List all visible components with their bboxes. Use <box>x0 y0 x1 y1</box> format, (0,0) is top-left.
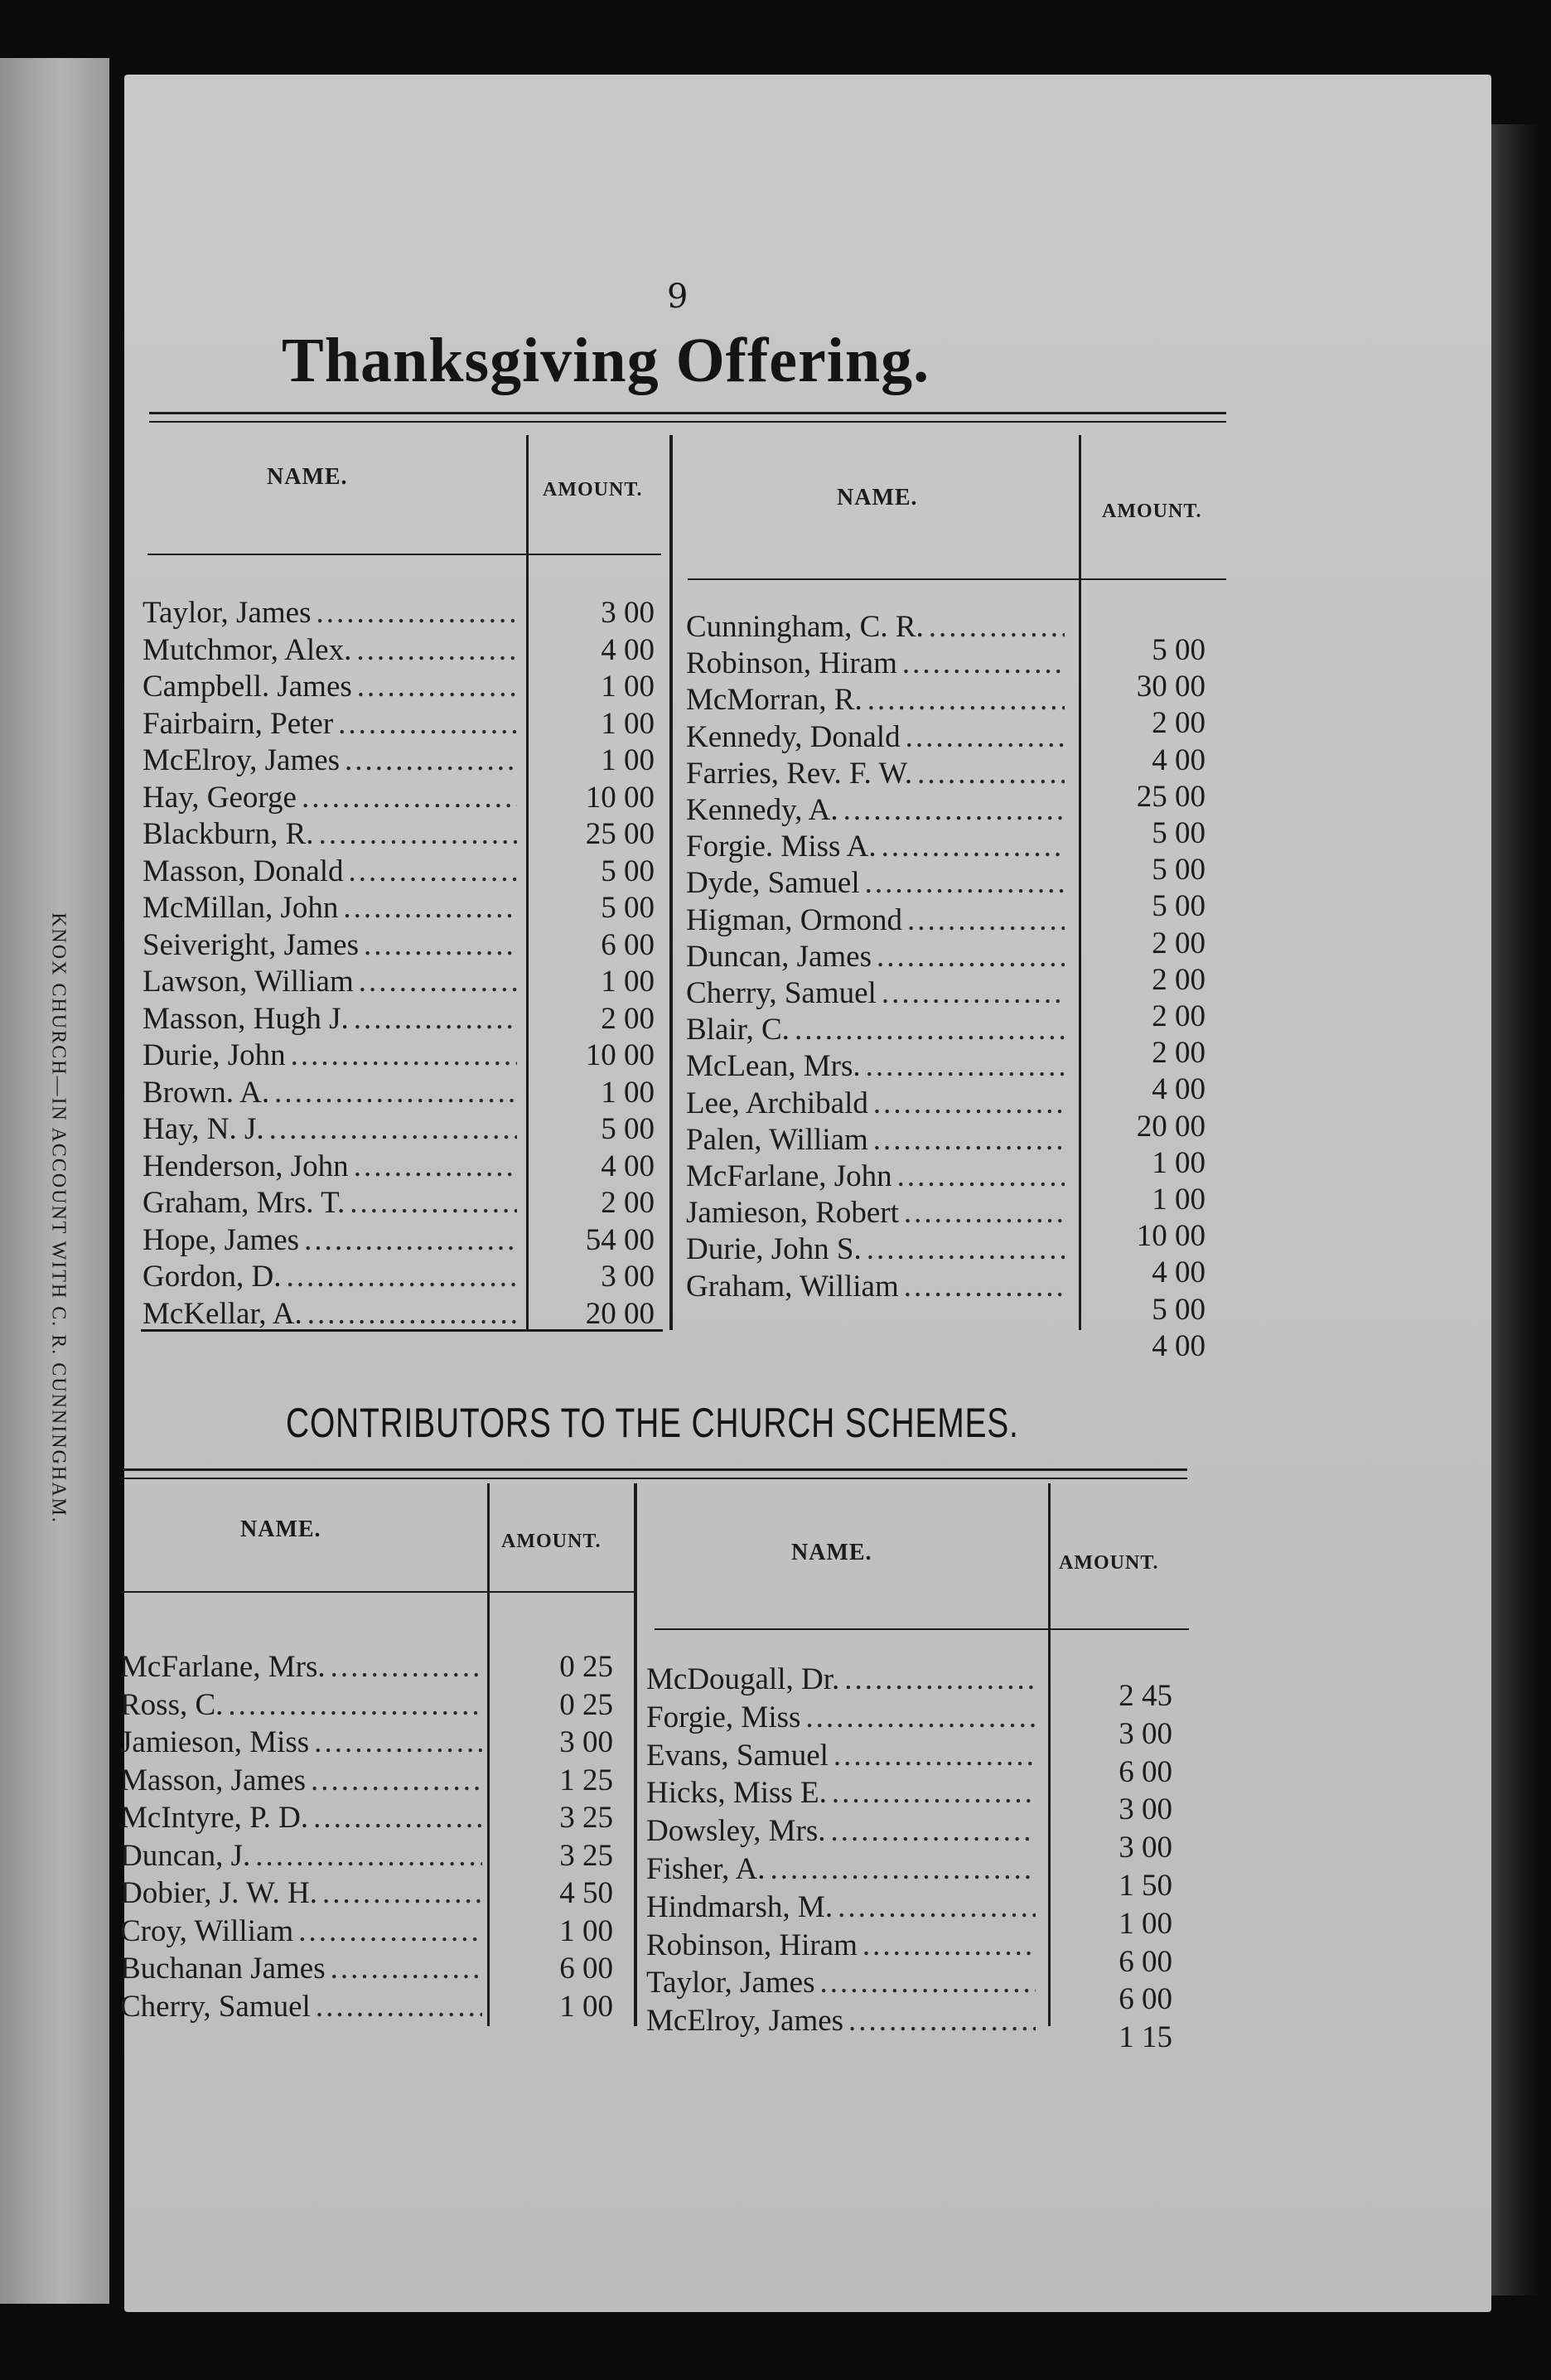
amount-header: AMOUNT. <box>543 479 643 501</box>
contribution-amount: 0 25 <box>559 1650 613 1684</box>
contribution-amount: 5 00 <box>1152 1292 1206 1327</box>
contributor-name <box>646 1928 1042 1963</box>
dot-leader <box>302 780 517 815</box>
contributor-name <box>120 1875 489 1911</box>
contributor-name <box>143 890 524 926</box>
amount-header: AMOUNT. <box>1102 501 1202 522</box>
dot-leader <box>873 1086 1065 1121</box>
contributor-name-text: Robinson, Hiram <box>646 1928 858 1962</box>
contribution-amount: 6 00 <box>1119 1754 1172 1789</box>
contribution-amount: 20 00 <box>585 1296 655 1331</box>
contribution-amount: 1 00 <box>1152 1145 1206 1180</box>
contributor-name <box>686 792 1071 828</box>
contribution-amount: 10 00 <box>585 780 655 815</box>
contribution-amount: 3 00 <box>1119 1792 1172 1827</box>
contributor-name-text: Henderson, John <box>143 1149 349 1183</box>
contributor-name <box>120 1725 489 1760</box>
dot-leader <box>307 1296 517 1332</box>
contributor-name-text: Dowsley, Mrs. <box>646 1814 826 1849</box>
schemes-name-header: NAME. <box>791 1540 872 1565</box>
dot-leader <box>902 646 1065 681</box>
schemes-top-rule-thin <box>123 1478 1187 1479</box>
contribution-amount: 1 00 <box>601 706 655 741</box>
contribution-amount: 2 00 <box>601 1001 655 1036</box>
contributor-name <box>143 780 524 815</box>
schemes-top-rule <box>123 1468 1187 1471</box>
dot-leader <box>877 939 1065 975</box>
contributor-name <box>646 1662 1042 1697</box>
book-cover-edge <box>1491 124 1541 2295</box>
contributor-name <box>143 1111 524 1147</box>
dot-leader <box>867 682 1065 718</box>
dot-leader <box>354 1001 517 1037</box>
dot-leader <box>862 1928 1036 1963</box>
contributor-name-text: Farries, Rev. F. W. <box>686 756 913 791</box>
contribution-amount: 5 00 <box>1152 889 1206 924</box>
contribution-amount: 54 00 <box>585 1222 655 1257</box>
contributor-name <box>143 1038 524 1073</box>
contributor-name-text: Gordon, D. <box>143 1260 282 1294</box>
contribution-amount: 1 00 <box>601 670 655 704</box>
contributor-name <box>143 743 524 778</box>
schemes-name-header: NAME. <box>240 1517 321 1542</box>
contributor-name <box>646 1851 1042 1887</box>
contributor-name-text: Kennedy, Donald <box>686 719 901 754</box>
contribution-amount: 1 25 <box>559 1763 613 1797</box>
contributor-name <box>143 1075 524 1110</box>
contributor-name-text: Dobier, J. W. H. <box>120 1876 317 1910</box>
dot-leader <box>897 1159 1065 1194</box>
dot-leader <box>838 1889 1036 1925</box>
contributor-name-text: McFarlane, Mrs. <box>120 1650 326 1684</box>
contributor-name-text: Blair, C. <box>686 1013 790 1047</box>
contributor-name <box>686 719 1071 755</box>
contributor-name-text: Higman, Ormond <box>686 902 903 937</box>
contribution-amount: 10 00 <box>1136 1219 1206 1254</box>
contributor-name <box>143 816 524 852</box>
contribution-amount: 5 00 <box>1152 853 1206 888</box>
dot-leader <box>904 1269 1065 1304</box>
dot-leader <box>316 1989 482 2024</box>
contribution-amount: 2 00 <box>1152 1036 1206 1071</box>
contribution-amount: 1 00 <box>559 1913 613 1948</box>
dot-leader <box>833 1738 1036 1773</box>
contributor-name-text: Lawson, William <box>143 965 354 999</box>
contributor-name-text: Masson, Hugh J. <box>143 1001 349 1036</box>
contributor-name <box>143 964 524 999</box>
contributor-name <box>686 939 1071 975</box>
contribution-amount: 20 00 <box>1136 1109 1206 1144</box>
name-header: NAME. <box>837 485 918 510</box>
contribution-amount: 3 00 <box>1119 1831 1172 1865</box>
contribution-amount: 5 00 <box>601 891 655 925</box>
dot-leader <box>865 865 1065 901</box>
contribution-amount: 5 00 <box>601 1112 655 1146</box>
contributor-name <box>143 1222 524 1258</box>
contributor-name <box>143 706 524 742</box>
header-underline-right <box>688 578 1226 580</box>
dot-leader <box>349 854 517 889</box>
contributor-name-text: Campbell. James <box>143 670 352 704</box>
dot-leader <box>882 975 1065 1011</box>
contribution-amount: 2 00 <box>1152 926 1206 960</box>
contributor-name-text: Hindmarsh, M. <box>646 1889 833 1924</box>
contributor-name <box>120 1838 489 1874</box>
contributor-name-text: Durie, John <box>143 1038 286 1072</box>
contribution-amount: 2 00 <box>1152 999 1206 1033</box>
contributor-name-text: Palen, William <box>686 1122 868 1157</box>
contributor-name-text: Blackburn, R. <box>143 817 314 851</box>
contributor-name-text: Cunningham, C. R. <box>686 610 924 644</box>
contribution-amount: 6 00 <box>601 927 655 962</box>
contributor-name-text: Graham, Mrs. T. <box>143 1186 345 1220</box>
contribution-amount: 30 00 <box>1136 670 1206 704</box>
contributor-name <box>646 1889 1042 1925</box>
contributor-name-text: Taylor, James <box>646 1966 815 2000</box>
dot-leader <box>343 890 517 926</box>
contributor-name <box>143 669 524 704</box>
contributor-name-text: Masson, James <box>120 1763 307 1797</box>
contribution-amount: 3 25 <box>559 1838 613 1873</box>
dot-leader <box>345 743 517 778</box>
contribution-amount: 0 25 <box>559 1687 613 1722</box>
contribution-amount: 3 25 <box>559 1801 613 1835</box>
contributor-name <box>686 1269 1071 1304</box>
contributor-name-text: Hay, N. J. <box>143 1112 264 1146</box>
contributor-name-text: Durie, John S. <box>686 1232 862 1267</box>
dot-leader <box>319 816 517 852</box>
dot-leader <box>356 632 517 668</box>
contributor-name <box>120 1763 489 1798</box>
dot-leader <box>873 1122 1065 1158</box>
contribution-amount: 25 00 <box>585 817 655 851</box>
dot-leader <box>357 669 517 704</box>
dot-leader <box>882 829 1065 864</box>
contributor-name <box>143 1259 524 1294</box>
contribution-amount: 2 45 <box>1119 1679 1172 1713</box>
contributor-name <box>686 1159 1071 1194</box>
contributor-name <box>686 1048 1071 1084</box>
contribution-amount: 4 00 <box>1152 1255 1206 1290</box>
contributor-name <box>143 595 524 631</box>
dot-leader <box>287 1259 517 1294</box>
contributor-name <box>686 1012 1071 1047</box>
dot-leader <box>269 1111 517 1147</box>
name-header: NAME. <box>267 464 348 490</box>
contributor-name-text: Seiveright, James <box>143 927 360 962</box>
contributor-name-text: Hope, James <box>143 1222 300 1257</box>
contributor-name <box>686 1122 1071 1158</box>
contributor-name <box>120 1951 489 1986</box>
contributor-name-text: Mutchmor, Alex. <box>143 632 352 667</box>
previous-page-edge <box>0 58 109 2304</box>
contributor-name-text: Forgie, Miss <box>646 1700 801 1734</box>
contributor-name <box>686 902 1071 938</box>
contributor-name <box>686 1195 1071 1231</box>
contributor-name-text: Buchanan James <box>120 1952 326 1986</box>
dot-leader <box>322 1875 482 1911</box>
contributor-name-text: Masson, Donald <box>143 854 344 888</box>
contributor-name <box>646 1965 1042 2000</box>
dot-leader <box>907 902 1065 938</box>
contribution-amount: 5 00 <box>601 854 655 888</box>
dot-leader <box>867 1231 1065 1267</box>
contribution-amount: 1 00 <box>601 965 655 999</box>
dot-leader <box>866 1048 1065 1084</box>
contributor-name <box>686 1086 1071 1121</box>
contributor-name <box>120 1800 489 1836</box>
dot-leader <box>331 1649 482 1685</box>
contribution-amount: 2 00 <box>1152 962 1206 997</box>
schemes-center-divider <box>634 1483 637 2026</box>
dot-leader <box>298 1913 482 1949</box>
contributor-name-text: McFarlane, John <box>686 1159 892 1193</box>
contribution-amount: 6 00 <box>1119 1944 1172 1979</box>
contributor-name-text: Graham, William <box>686 1269 899 1304</box>
contributor-name-text: Forgie. Miss A. <box>686 830 877 864</box>
contributor-name-text: McKellar, A. <box>143 1296 302 1331</box>
contribution-amount: 1 15 <box>1119 2020 1172 2055</box>
contribution-amount: 1 00 <box>559 1989 613 2024</box>
contributor-name <box>686 756 1071 791</box>
column-divider <box>526 435 529 1330</box>
contributor-name <box>646 1738 1042 1773</box>
contributor-name-text: McMorran, R. <box>686 683 862 718</box>
contributor-name <box>143 1001 524 1037</box>
contributor-name-text: McLean, Mrs. <box>686 1049 861 1084</box>
dot-leader <box>274 1075 517 1110</box>
contribution-amount: 4 00 <box>601 632 655 667</box>
running-header-spine: KNOX CHURCH—IN ACCOUNT WITH C. R. CUNNINGHAM. <box>47 912 70 1524</box>
contributor-name-text: Cherry, Samuel <box>686 976 877 1010</box>
contribution-amount: 4 50 <box>559 1876 613 1910</box>
schemes-header-underline-right <box>655 1628 1189 1630</box>
dot-leader <box>313 1800 482 1836</box>
contribution-amount: 1 00 <box>601 1075 655 1110</box>
contributor-name <box>143 1296 524 1332</box>
contribution-amount: 25 00 <box>1136 779 1206 814</box>
contributor-name-text: Robinson, Hiram <box>686 646 897 681</box>
contributor-name-text: Cherry, Samuel <box>120 1989 311 2024</box>
dot-leader <box>795 1012 1065 1047</box>
contribution-amount: 1 50 <box>1119 1869 1172 1903</box>
contributor-name <box>143 1149 524 1184</box>
contributor-name <box>686 865 1071 901</box>
dot-leader <box>904 1195 1065 1231</box>
contribution-amount: 10 00 <box>585 1038 655 1072</box>
contributor-name <box>646 2003 1042 2039</box>
contributor-name-text: McElroy, James <box>143 743 341 777</box>
contribution-amount: 4 00 <box>601 1149 655 1183</box>
contribution-amount: 4 00 <box>1152 1072 1206 1107</box>
dot-leader <box>843 792 1065 828</box>
contributor-name-text: Kennedy, A. <box>686 793 838 827</box>
dot-leader <box>906 719 1065 755</box>
contribution-amount: 5 00 <box>1152 816 1206 850</box>
contributor-name <box>686 682 1071 718</box>
contribution-amount: 3 00 <box>1119 1716 1172 1751</box>
dot-leader <box>338 706 517 742</box>
contributor-name-text: Taylor, James <box>143 596 312 630</box>
contribution-amount: 2 00 <box>1152 706 1206 741</box>
contributor-name <box>143 632 524 668</box>
contributor-name-text: McIntyre, P. D. <box>120 1801 309 1835</box>
contributor-name-text: Jamieson, Miss <box>120 1725 310 1759</box>
dot-leader <box>354 1149 517 1184</box>
contribution-amount: 1 00 <box>1152 1183 1206 1217</box>
contributor-name <box>120 1649 489 1685</box>
contributor-name-text: Hicks, Miss E. <box>646 1776 827 1811</box>
contributor-name-text: Ross, C. <box>120 1687 224 1722</box>
contributor-name-text: Lee, Archibald <box>686 1086 868 1120</box>
dot-leader <box>359 964 517 999</box>
contributor-name-text: Dyde, Samuel <box>686 866 860 901</box>
schemes-amount-header: AMOUNT. <box>501 1531 602 1552</box>
dot-leader <box>304 1222 517 1258</box>
contribution-amount: 1 00 <box>601 743 655 777</box>
contributor-name <box>686 609 1071 645</box>
dot-leader <box>831 1813 1036 1849</box>
dot-leader <box>255 1838 482 1874</box>
dot-leader <box>832 1775 1036 1811</box>
contributor-name <box>143 854 524 889</box>
dot-leader <box>331 1951 482 1986</box>
dot-leader <box>291 1038 517 1073</box>
contributor-name <box>686 829 1071 864</box>
contribution-amount: 4 00 <box>1152 743 1206 777</box>
contribution-amount: 4 00 <box>1152 1328 1206 1363</box>
dot-leader <box>350 1185 517 1221</box>
dot-leader <box>364 927 517 963</box>
contribution-amount: 5 00 <box>1152 633 1206 667</box>
contribution-amount: 6 00 <box>1119 1982 1172 2017</box>
contributor-name-text: Fisher, A. <box>646 1852 766 1886</box>
contributor-name <box>646 1775 1042 1811</box>
contributor-name-text: Croy, William <box>120 1913 294 1948</box>
dot-leader <box>228 1687 482 1723</box>
contributor-name-text: McElroy, James <box>646 2004 844 2039</box>
contributor-name <box>120 1989 489 2024</box>
contributor-name <box>120 1913 489 1949</box>
dot-leader <box>917 756 1065 791</box>
contribution-amount: 1 00 <box>1119 1906 1172 1941</box>
contributor-name-text: Hay, George <box>143 780 297 815</box>
section-title: CONTRIBUTORS TO THE CHURCH SCHEMES. <box>286 1400 1019 1446</box>
contributor-name-text: Duncan, J. <box>120 1838 251 1873</box>
contributor-name <box>143 927 524 963</box>
contributor-name-text: McMillan, John <box>143 891 339 925</box>
contributor-name <box>686 975 1071 1011</box>
page-title: Thanksgiving Offering. <box>282 326 930 395</box>
schemes-amount-header: AMOUNT. <box>1059 1552 1159 1574</box>
dot-leader <box>770 1851 1036 1887</box>
contributor-name <box>646 1700 1042 1735</box>
contributor-name <box>120 1687 489 1723</box>
schemes-header-underline-left <box>121 1591 635 1593</box>
page-number: 9 <box>667 278 689 316</box>
top-rule-thick <box>149 412 1226 414</box>
contribution-amount: 3 00 <box>601 596 655 630</box>
dot-leader <box>314 1725 482 1760</box>
dot-leader <box>844 1662 1036 1697</box>
contributor-name <box>686 646 1071 681</box>
dot-leader <box>805 1700 1036 1735</box>
contributor-name-text: McDougall, Dr. <box>646 1662 840 1696</box>
dot-leader <box>819 1965 1036 2000</box>
top-rule-thin <box>149 421 1226 423</box>
contributor-name-text: Evans, Samuel <box>646 1738 829 1773</box>
contributor-name <box>686 1231 1071 1267</box>
contribution-amount: 3 00 <box>559 1725 613 1759</box>
center-divider <box>669 435 673 1330</box>
contributor-name <box>143 1185 524 1221</box>
dot-leader <box>848 2003 1036 2039</box>
contributor-name-text: Duncan, James <box>686 939 872 974</box>
dot-leader <box>311 1763 482 1798</box>
dot-leader <box>929 609 1065 645</box>
contribution-amount: 3 00 <box>601 1260 655 1294</box>
contributor-name-text: Brown. A. <box>143 1075 270 1110</box>
contribution-amount: 6 00 <box>559 1952 613 1986</box>
dot-leader <box>316 595 517 631</box>
contributor-name-text: Fairbairn, Peter <box>143 706 334 741</box>
contributor-name <box>646 1813 1042 1849</box>
header-underline-left <box>147 554 661 555</box>
contributor-name-text: Jamieson, Robert <box>686 1196 899 1231</box>
contribution-amount: 2 00 <box>601 1186 655 1220</box>
